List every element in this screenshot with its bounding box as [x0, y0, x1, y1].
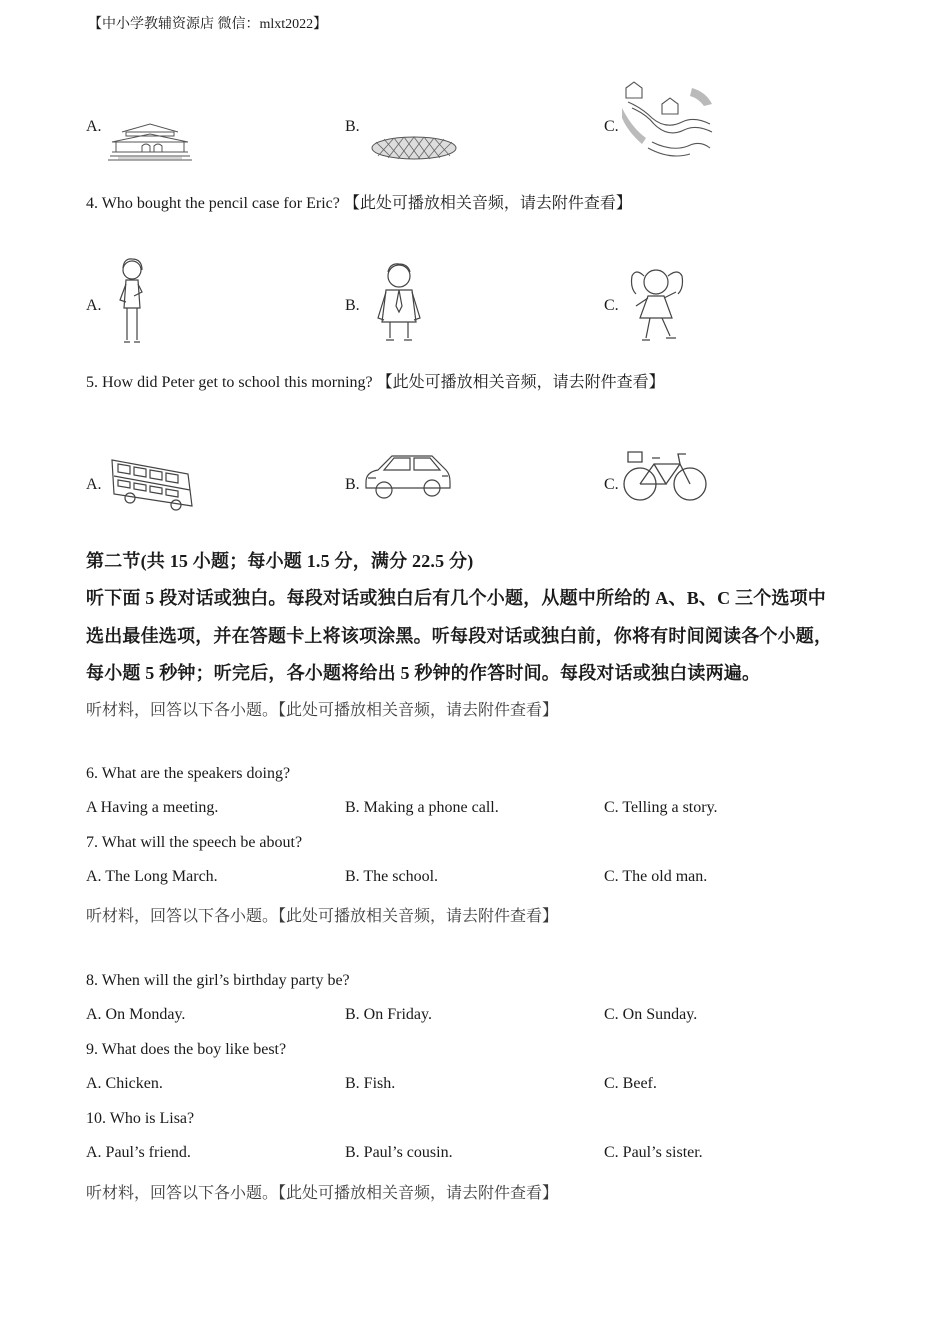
q7-option-b: B. The school.	[345, 868, 439, 885]
audio-note-1: 听材料，回答以下各小题。【此处可播放相关音频，请去附件查看】	[86, 702, 559, 719]
q3-option-c-label: C.	[604, 118, 619, 135]
audio-note-3: 听材料，回答以下各小题。【此处可播放相关音频，请去附件查看】	[86, 1185, 559, 1202]
q9-option-a: A. Chicken.	[86, 1075, 163, 1092]
q5-option-c-label: C.	[604, 476, 619, 493]
q4-option-b-label: B.	[345, 297, 360, 314]
q4-option-c-label: C.	[604, 297, 619, 314]
q5-option-b-label: B.	[345, 476, 360, 493]
q7-option-c: C. The old man.	[604, 868, 708, 885]
q10-option-c: C. Paul’s sister.	[604, 1144, 703, 1161]
q9-option-b: B. Fish.	[345, 1075, 396, 1092]
car-icon	[362, 448, 452, 504]
birds-nest-stadium-icon	[370, 134, 458, 162]
resource-store-header: 【中小学教辅资源店 微信：mlxt2022】	[88, 17, 328, 32]
man-in-suit-icon	[372, 260, 426, 344]
girl-icon	[626, 262, 688, 346]
q4-option-a-label: A.	[86, 297, 102, 314]
q10-option-b: B. Paul’s cousin.	[345, 1144, 453, 1161]
question-9: 9. What does the boy like best?	[86, 1041, 287, 1058]
q8-option-a: A. On Monday.	[86, 1006, 186, 1023]
audio-note-2: 听材料，回答以下各小题。【此处可播放相关音频，请去附件查看】	[86, 908, 559, 925]
q5-option-a-label: A.	[86, 476, 102, 493]
q3-option-a-label: A.	[86, 118, 102, 135]
section-2-instruction-line-2: 选出最佳选项，并在答题卡上将该项涂黑。听每段对话或独白前，你将有时间阅读各个小题，	[86, 626, 833, 646]
q8-option-b: B. On Friday.	[345, 1006, 432, 1023]
section-2-instruction-line-1: 听下面 5 段对话或独白。每段对话或独白后有几个小题，从题中所给的 A、B、C 三个选项中	[86, 588, 826, 608]
q3-option-b-label: B.	[345, 118, 360, 135]
question-10: 10. Who is Lisa?	[86, 1110, 195, 1127]
q10-option-a: A. Paul’s friend.	[86, 1144, 191, 1161]
q9-option-c: C. Beef.	[604, 1075, 657, 1092]
q6-option-a: A Having a meeting.	[86, 799, 219, 816]
section-2-title: 第二节(共 15 小题；每小题 1.5 分，满分 22.5 分)	[86, 551, 474, 571]
woman-icon	[112, 256, 152, 344]
great-wall-icon	[622, 78, 716, 162]
section-2-instruction-line-3: 每小题 5 秒钟；听完后，各小题将给出 5 秒钟的作答时间。每段对话或独白读两遍。	[86, 663, 761, 683]
q6-option-b: B. Making a phone call.	[345, 799, 499, 816]
question-4: 4. Who bought the pencil case for Eric? 【此处可播放相关音频，请去附件查看】	[86, 195, 632, 212]
double-decker-bus-icon	[108, 452, 198, 512]
question-5: 5. How did Peter get to school this morning? 【此处可播放相关音频，请去附件查看】	[86, 374, 665, 391]
question-7: 7. What will the speech be about?	[86, 834, 303, 851]
bicycle-icon	[622, 444, 710, 504]
question-8: 8. When will the girl’s birthday party be?	[86, 972, 350, 989]
q6-option-c: C. Telling a story.	[604, 799, 718, 816]
q8-option-c: C. On Sunday.	[604, 1006, 698, 1023]
tiananmen-gate-icon	[106, 120, 194, 162]
question-6: 6. What are the speakers doing?	[86, 765, 291, 782]
q7-option-a: A. The Long March.	[86, 868, 218, 885]
